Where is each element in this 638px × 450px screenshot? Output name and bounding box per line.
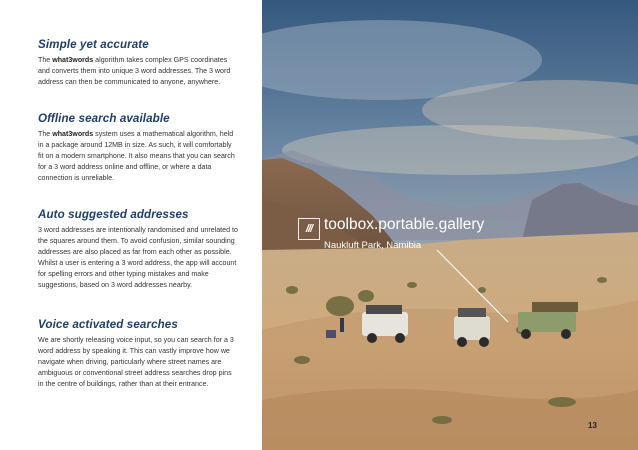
what3words-logo-icon: /// [298,218,320,240]
section-heading: Offline search available [38,112,170,125]
location-name: Naukluft Park, Namibia [324,240,422,251]
section-heading: Simple yet accurate [38,38,149,51]
body-text: algorithm takes complex GPS coordinates and converts them into unique 3 word addresses. The 3 word address can then be communicated to anyone, anywhere. [38,56,231,86]
brand-name: what3words [52,130,94,138]
section-voice-activated [38,318,238,390]
page-number: 13 [588,421,597,430]
three-word-address: toolbox.portable.gallery [324,216,485,233]
section-heading: Voice activated searches [38,318,178,331]
section-heading: Auto suggested addresses [38,208,189,221]
text-column [0,0,262,450]
section-body [38,55,238,88]
section-body: 3 word addresses are intentionally randomised and unrelated to the squares around them. To avoid confusion, similar sounding addresses are also placed as far from each other as possible. Whilst a user is entering a 3 word address, the app will account for spelling errors and other typing mistakes and make suggestions, based on 3 word addresses nearby. [38,226,238,289]
body-prefix: The [38,56,53,64]
body-text: system uses a mathematical algorithm, held in a package around 12MB in size. As such, it will comfortably fit on a modern smartphone. It also means that you can search for a 3 word address online and offline, or where a data connection is unreliable. [38,130,235,182]
section-simple-yet-accurate [38,38,238,88]
section-auto-suggested [38,208,238,290]
section-body: We are shortly releasing voice input, so you can search for a 3 word address by speaking it. This can vastly improve how we navigate when driving, particularly where street names are ambiguous or conventional street address searches drop pins in the centre of buildings, rather than at their entrance. [38,336,234,388]
section-body [38,129,238,184]
brand-name: what3words [52,56,94,64]
section-offline-search [38,112,238,184]
body-prefix: The [38,130,53,138]
